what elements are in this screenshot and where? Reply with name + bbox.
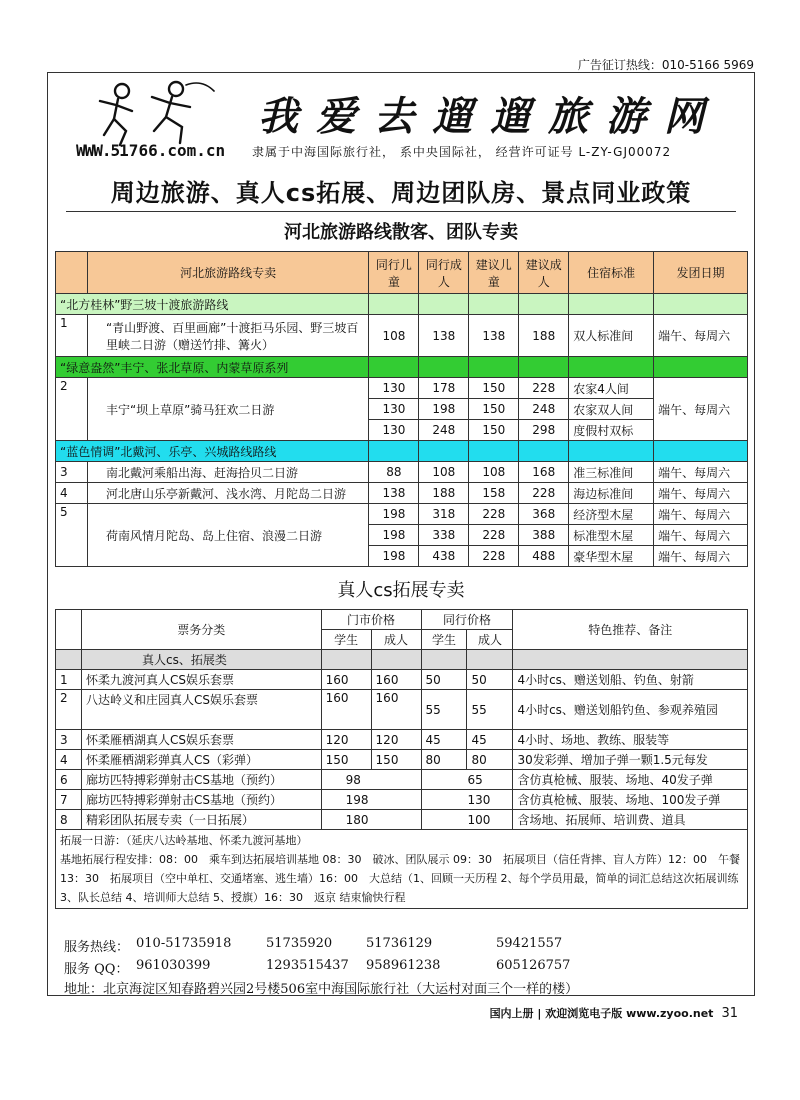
col-depart: 发团日期 — [654, 252, 748, 294]
group-row: “蓝色情调”北戴河、乐亭、兴城路线路线 — [56, 441, 748, 462]
table-row: 4 怀柔雁栖湖彩弹真人CS（彩弹） 150 150 80 80 30发彩弹、增加子弹一颗1.5元每发 — [56, 750, 748, 770]
hotline-number: 51735920 — [266, 936, 333, 951]
col-sugg-child: 建议儿童 — [469, 252, 519, 294]
table-row: 198 338 228 388 标准型木屋 端午、每周六 — [56, 525, 748, 546]
table-row: 3 南北戴河乘船出海、赶海拾贝二日游 88 108 108 168 准三标准间 端午、每周六 — [56, 462, 748, 483]
hebei-routes-table — [55, 251, 748, 567]
page-frame — [47, 72, 755, 996]
group-row: “绿意盎然”丰宁、张北草原、内蒙草原系列 — [56, 357, 748, 378]
col-notes: 特色推荐、备注 — [513, 610, 748, 650]
qq-number: 1293515437 — [266, 958, 349, 973]
notes-title: 拓展一日游：（延庆八达岭基地、怀柔九渡河基地） — [60, 834, 308, 847]
table-row: 4 河北唐山乐亭新戴河、浅水湾、月陀岛二日游 138 188 158 228 海边标准间 端午、每周六 — [56, 483, 748, 504]
site-url: WWW.51766.com.cn — [76, 141, 226, 160]
table-row: 1 “青山野渡、百里画廊”十渡拒马乐园、野三坡百里峡二日游（赠送竹排、篝火） 108 138 138 188 双人标准间 端午、每周六 — [56, 315, 748, 357]
table-row: 130 198 150 248 农家双人间 — [56, 399, 748, 420]
notes-body: 基地拓展行程安排：08：00 乘车到达拓展培训基地 08：30 破冰、团队展示 09：30 拓展项目（信任背摔、盲人方阵）12：00 午餐 13：30 拓展项目（空中单杠、交通堵塞、逃生墙）16：00 大总结（1、回顾一天历程 2、每个学员用最，简单的词汇总结这次拓展训练 3、队长总结 4、培训师大总结 5、授旗）16：30 返京 结束愉快行程 — [60, 853, 740, 904]
hotline-number: 010-51735918 — [136, 936, 232, 951]
notes-row — [56, 830, 748, 909]
hotline-number: 59421557 — [496, 936, 563, 951]
table-row: 130 248 150 298 度假村双标 — [56, 420, 748, 441]
category-row: 真人cs、拓展类 — [56, 650, 748, 670]
col-retail: 门市价格 — [321, 610, 421, 630]
table-subheader: 学生 成人 学生 成人 — [56, 630, 748, 650]
page-number: 31 — [721, 1006, 738, 1021]
group-row: “北方桂林”野三坡十渡旅游路线 — [56, 294, 748, 315]
table-header — [56, 610, 748, 630]
qq-number: 605126757 — [496, 958, 571, 973]
table-row: 1 怀柔九渡河真人CS娱乐套票 160 160 50 50 4小时cs、赠送划船、钓鱼、射箭 — [56, 670, 748, 690]
section1-title: 河北旅游路线散客、团队专卖 — [284, 222, 518, 243]
col-category: 票务分类 — [81, 610, 321, 650]
table-row: 2 丰宁“坝上草原”骑马狂欢二日游 130 178 150 228 农家4人间 端午、每周六 — [56, 378, 748, 399]
col-peer-child: 同行儿童 — [369, 252, 419, 294]
cs-expansion-table — [55, 609, 748, 909]
table-row: 6 廊坊匹特搏彩弹射击CS基地（预约） 98 65 含仿真枪械、服装、场地、40发子弹 — [56, 770, 748, 790]
col-lodging: 住宿标准 — [569, 252, 654, 294]
brand-title: 我爱去遛遛旅游网 — [258, 93, 722, 140]
col-peer: 同行价格 — [421, 610, 513, 630]
table-row: 7 廊坊匹特搏彩弹射击CS基地（预约） 198 130 含仿真枪械、服装、场地、100发子弹 — [56, 790, 748, 810]
qq-number: 961030399 — [136, 958, 211, 973]
table-row: 8 精彩团队拓展专卖（一日拓展） 180 100 含场地、拓展师、培训费、道具 — [56, 810, 748, 830]
affiliation: 隶属于中海国际旅行社， 系中央国际社， 经营许可证号 L-ZY-GJ00072 — [252, 145, 672, 159]
col-no — [56, 610, 82, 650]
table-row: 5 荷南风情月陀岛、岛上住宿、浪漫二日游 198 318 228 368 经济型木屋 端午、每周六 — [56, 504, 748, 525]
col-no — [56, 252, 88, 294]
banner-title: 周边旅游、真人cs拓展、周边团队房、景点同业政策 — [110, 179, 692, 207]
divider — [66, 211, 736, 212]
section2-title: 真人cs拓展专卖 — [337, 580, 465, 601]
hotline-number: 51736129 — [366, 936, 433, 951]
ad-hotline: 广告征订热线：010-5166 5969 — [577, 58, 754, 72]
footer — [490, 1005, 738, 1021]
col-peer-adult: 同行成人 — [419, 252, 469, 294]
header — [48, 73, 754, 169]
table-row: 198 438 228 488 豪华型木屋 端午、每周六 — [56, 546, 748, 567]
qq-number: 958961238 — [366, 958, 441, 973]
col-sugg-adult: 建议成人 — [519, 252, 569, 294]
runner-logo-icon — [98, 79, 218, 149]
table-row: 2 八达岭义和庄园真人CS娱乐套票 160 160 55 55 4小时cs、赠送划船钓鱼、参观养殖园 — [56, 690, 748, 730]
table-row: 3 怀柔雁栖湖真人CS娱乐套票 120 120 45 45 4小时、场地、教练、服装等 — [56, 730, 748, 750]
table-header — [56, 252, 748, 294]
footer-text: 国内上册 | 欢迎浏览电子版 www.zyoo.net — [489, 1007, 714, 1020]
col-route: 河北旅游路线专卖 — [87, 252, 368, 294]
